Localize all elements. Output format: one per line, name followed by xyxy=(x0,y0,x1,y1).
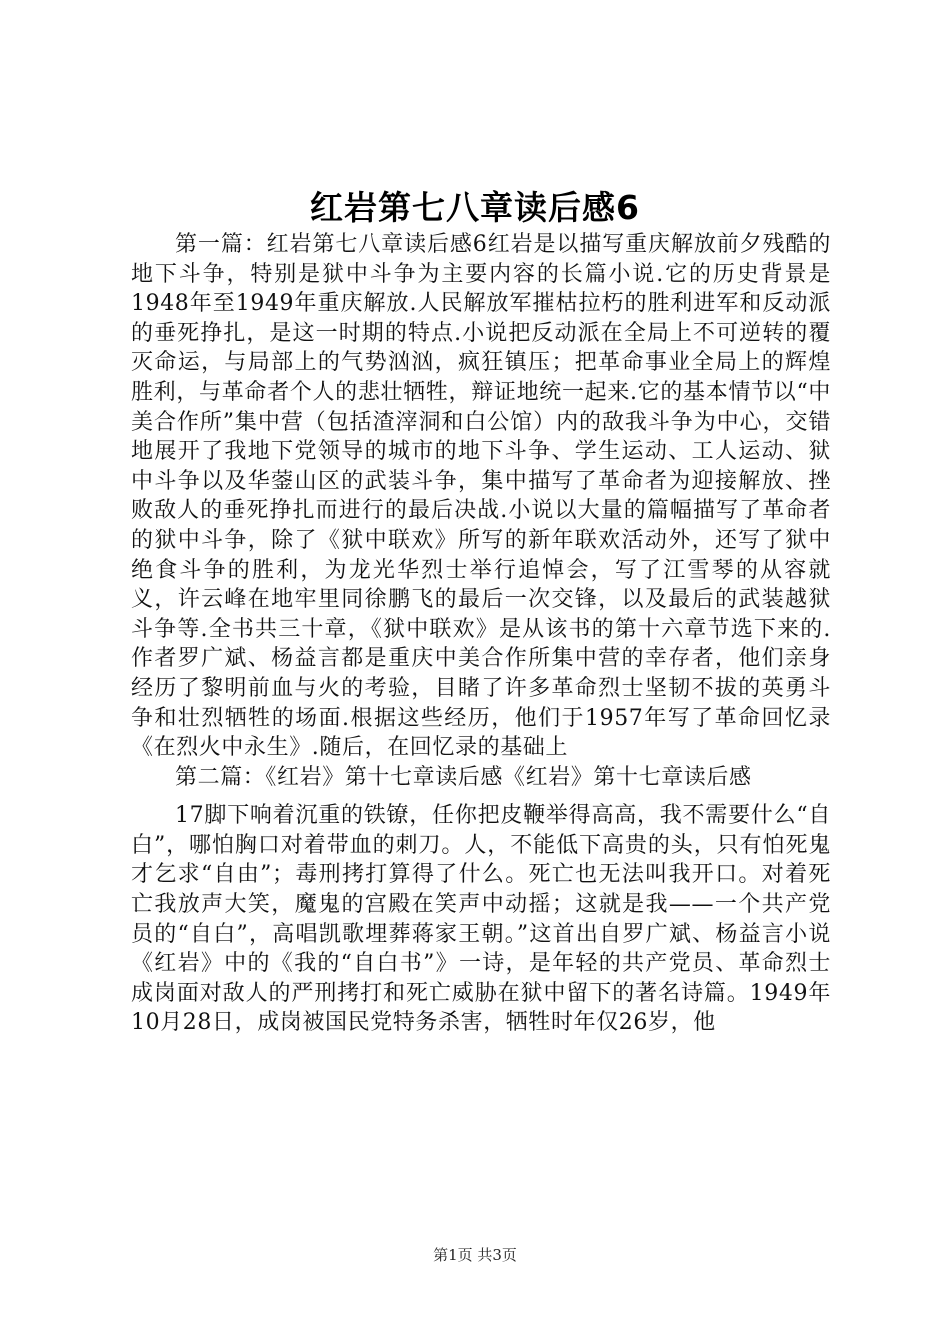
page-number-footer: 第1页 共3页 xyxy=(433,1246,517,1264)
paragraph-poem-passage: 17脚下响着沉重的铁镣，任你把皮鞭举得高高，我不需要什么“自白”，哪怕胸口对着带血的刺刀。人，不能低下高贵的头，只有怕死鬼才乞求“自由”；毒刑拷打算得了什么。死亡也无法叫我开口。对着死亡我放声大笑，魔鬼的宫殿在笑声中动摇；这就是我——一个共产党员的“自白”，高唱凯歌埋葬蒋家王朝。”这首出自罗广斌、杨益言小说《红岩》中的《我的“自白书”》一诗，是年轻的共产党员、革命烈士成岗面对敌人的严刑拷打和死亡威胁在狱中留下的著名诗篇。1949年10月28日，成岗被国民党特务杀害，牺牲时年仅26岁，他 xyxy=(131,803,831,1036)
paragraph-second-essay-heading: 第二篇：《红岩》第十七章读后感《红岩》第十七章读后感 xyxy=(175,764,752,790)
paragraph-first-essay: 第一篇：红岩第七八章读后感6红岩是以描写重庆解放前夕残酷的地下斗争，特别是狱中斗争为主要内容的长篇小说.它的历史背景是1948年至1949年重庆解放.人民解放军摧枯拉朽的胜利进军和反动派的垂死挣扎，是这一时期的特点.小说把反动派在全局上不可逆转的覆灭命运，与局部上的气势汹汹，疯狂镇压；把革命事业全局上的辉煌胜利，与革命者个人的悲壮牺牲，辩证地统一起来.它的基本情节以“中美合作所”集中营（包括渣滓洞和白公馆）内的敌我斗争为中心，交错地展开了我地下党领导的城市的地下斗争、学生运动、工人运动、狱中斗争以及华蓥山区的武装斗争，集中描写了革命者为迎接解放、挫败敌人的垂死挣扎而进行的最后决战.小说以大量的篇幅描写了革命者的狱中斗争，除了《狱中联欢》所写的新年联欢活动外，还写了狱中绝食斗争的胜利，为龙光华烈士举行追悼会，写了江雪琴的从容就义，许云峰在地牢里同徐鹏飞的最后一次交锋，以及最后的武装越狱斗争等.全书共三十章，《狱中联欢》是从该书的第十六章节选下来的.作者罗广斌、杨益言都是重庆中美合作所集中营的幸存者，他们亲身经历了黎明前血与火的考验，目睹了许多革命烈士坚韧不拔的英勇斗争和壮烈牺牲的场面.根据这些经历，他们于1957年写了革命回忆录《在烈火中永生》.随后，在回忆录的基础上 xyxy=(131,232,831,761)
document-body xyxy=(131,230,831,1038)
document-title: 红岩第七八章读后感6 xyxy=(310,188,640,227)
